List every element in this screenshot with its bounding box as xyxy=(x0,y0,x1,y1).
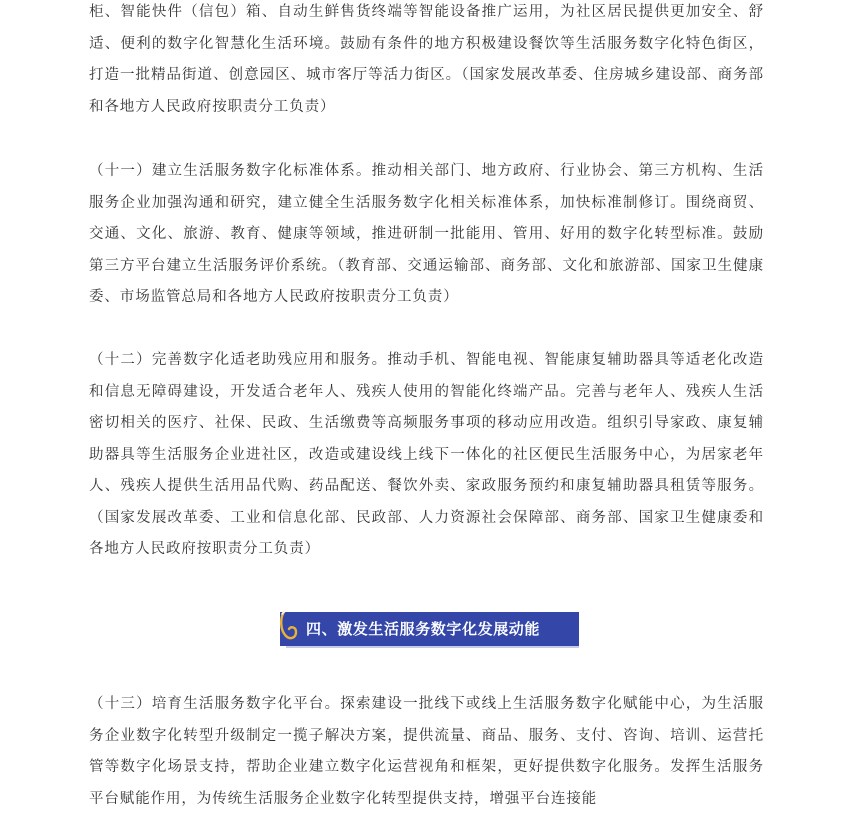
paragraph-digital-platform: （十三）培育生活服务数字化平台。探索建设一批线下或线上生活服务数字化赋能中心，为生活服务企业数字化转型升级制定一揽子解决方案，提供流量、商品、服务、支付、咨询、培训、运营托管等数字化场景支持，帮助企业建立数字化运营视角和框架，更好提供数字化服务。发挥生活服务平台赋能作用，为传统生活服务企业数字化转型提供支持，增强平台连接能 xyxy=(89,696,764,807)
paragraph-elderly-accessibility: （十二）完善数字化适老助残应用和服务。推动手机、智能电视、智能康复辅助器具等适老化改造和信息无障碍建设，开发适合老年人、残疾人使用的智能化终端产品。完善与老年人、残疾人生活密切相关的医疗、社保、民政、生活缴费等高频服务事项的移动应用改造。组织引导家政、康复辅助器具等生活服务企业进社区，改造或建设线上线下一体化的社区便民生活服务中心，为居家老年人、残疾人提供生活用品代购、药品配送、餐饮外卖、家政服务预约和康复辅助器具租赁等服务。（国家发展改革委、工业和信息化部、民政部、人力资源社会保障部、商务部、国家卫生健康委和各地方人民政府按职责分工负责） xyxy=(89,352,764,557)
paragraph-smart-community: 柜、智能快件（信包）箱、自动生鲜售货终端等智能设备推广运用，为社区居民提供更加安全、舒适、便利的数字化智慧化生活环境。鼓励有条件的地方积极建设餐饮等生活服务数字化特色街区，打造一批精品街道、创意园区、城市客厅等活力街区。（国家发展改革委、住房城乡建设部、商务部和各地方人民政府按职责分工负责） xyxy=(89,4,764,115)
paragraph-standards-system: （十一）建立生活服务数字化标准体系。推动相关部门、地方政府、行业协会、第三方机构、生活服务企业加强沟通和研究，建立健全生活服务数字化相关标准体系，加快标准制修订。围绕商贸、交通、文化、旅游、教育、健康等领域，推进研制一批能用、管用、好用的数字化转型标准。鼓励第三方平台建立生活服务评价系统。（教育部、交通运输部、商务部、文化和旅游部、国家卫生健康委、市场监管总局和各地方人民政府按职责分工负责） xyxy=(89,163,764,305)
section-heading-text: 四、激发生活服务数字化发展动能 xyxy=(306,620,541,638)
section-heading xyxy=(280,608,579,646)
swirl-decoration-icon xyxy=(278,608,300,642)
